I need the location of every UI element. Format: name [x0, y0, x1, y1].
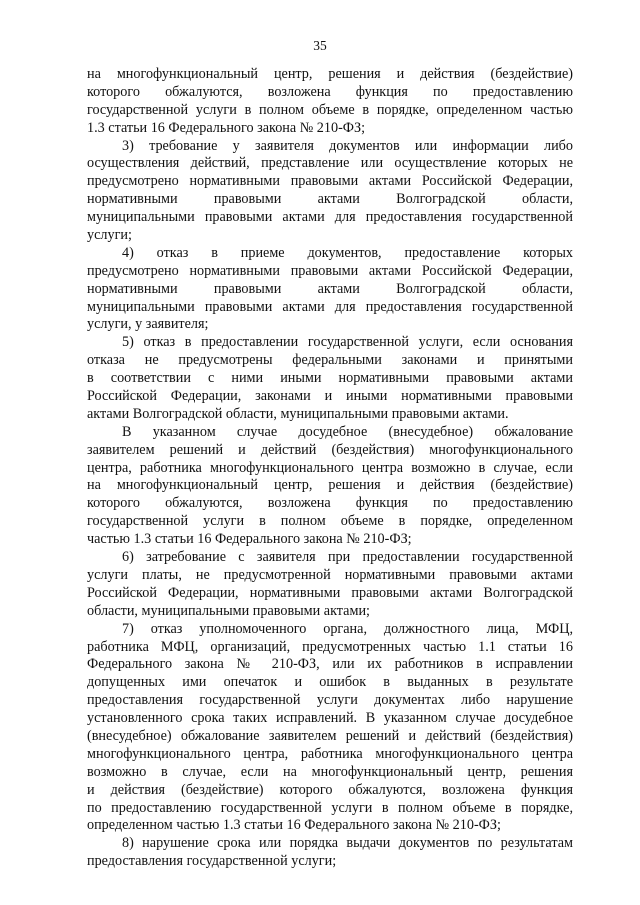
text-line: в соответствии с ними иными нормативными правовыми актами	[87, 370, 573, 387]
text-line: нормативными правовыми актами Волгоградской области,	[87, 191, 573, 208]
text-line: 6) затребование с заявителя при предоставлении государственной	[122, 549, 573, 566]
body-text	[87, 66, 573, 871]
text-line: 1.3 статьи 16 Федерального закона № 210-ФЗ;	[87, 119, 366, 136]
text-line: 3) требование у заявителя документов или информации либо	[122, 137, 573, 154]
text-line: частью 1.3 статьи 16 Федерального закона № 210-ФЗ;	[87, 531, 412, 548]
text-line: актами Волгоградской области, муниципальными правовыми актами.	[87, 405, 509, 422]
text-line: предусмотрено нормативными правовыми актами Российской Федерации,	[87, 173, 573, 190]
text-line: нормативными правовыми актами Волгоградской области,	[87, 280, 573, 297]
text-line: отказа не предусмотрены федеральными законами и принятыми	[87, 352, 573, 369]
text-line: 4) отказ в приеме документов, предоставление которых	[122, 244, 573, 261]
text-line: области, муниципальными правовыми актами;	[87, 602, 370, 619]
text-line: Российской Федерации, законами и иными нормативными правовыми	[87, 388, 573, 405]
text-line: работника МФЦ, организаций, предусмотренных частью 1.1 статьи 16	[87, 638, 573, 655]
text-line: возможно в случае, если на многофункциональный центр, решения	[87, 763, 573, 780]
text-line: многофункционального центра, работника многофункционального центра	[87, 745, 573, 762]
text-line: допущенных ими опечаток и ошибок в выданных в результате	[87, 674, 573, 691]
text-line: установленного срока таких исправлений. В указанном случае досудебное	[87, 710, 573, 727]
text-line: (внесудебное) обжалование заявителем решений и действий (бездействия)	[87, 727, 573, 744]
text-line: предусмотрено нормативными правовыми актами Российской Федерации,	[87, 262, 573, 279]
text-line: заявителем решений и действий (бездействия) многофункционального	[87, 441, 573, 458]
text-line: услуги платы, не предусмотренной нормативными правовыми актами	[87, 566, 573, 583]
page-number: 35	[313, 38, 327, 53]
text-line: муниципальными правовыми актами для предоставления государственной	[87, 298, 573, 315]
text-line: и действия (бездействие) которого обжалуются, возложена функция	[87, 781, 573, 798]
text-line: услуги;	[87, 227, 132, 244]
text-line: осуществления действий, представление или осуществление которых не	[87, 155, 573, 172]
text-line: муниципальными правовыми актами для предоставления государственной	[87, 209, 573, 226]
text-line: на многофункциональный центр, решения и действия (бездействие)	[87, 477, 573, 494]
text-line: предоставления государственной услуги;	[87, 853, 337, 870]
text-line: государственной услуги в полном объеме в порядке, определенном частью	[87, 101, 573, 118]
text-line: 8) нарушение срока или порядка выдачи документов по результатам	[122, 835, 573, 852]
text-line: В указанном случае досудебное (внесудебное) обжалование	[122, 423, 573, 440]
text-line: определенном частью 1.3 статьи 16 Федерального закона № 210-ФЗ;	[87, 817, 501, 834]
text-line: центра, работника многофункционального центра возможно в случае, если	[87, 459, 573, 476]
text-line: 7) отказ уполномоченного органа, должностного лица, МФЦ,	[122, 620, 573, 637]
text-line: услуги, у заявителя;	[87, 316, 209, 333]
text-line: на многофункциональный центр, решения и действия (бездействие)	[87, 66, 573, 82]
text-line: 5) отказ в предоставлении государственной услуги, если основания	[122, 334, 573, 351]
text-line: которого обжалуются, возложена функция по предоставлению	[87, 83, 573, 100]
text-line: государственной услуги в полном объеме в порядке, определенном	[87, 513, 573, 530]
text-line: предоставления государственной услуги документах либо нарушение	[87, 692, 573, 709]
text-line: Федерального закона № 210-ФЗ, или их работников в исправлении	[87, 656, 573, 673]
text-line: по предоставлению государственной услуги в полном объеме в порядке,	[87, 799, 573, 816]
text-line: которого обжалуются, возложена функция по предоставлению	[87, 495, 573, 512]
text-line: Российской Федерации, нормативными правовыми актами Волгоградской	[87, 584, 573, 601]
